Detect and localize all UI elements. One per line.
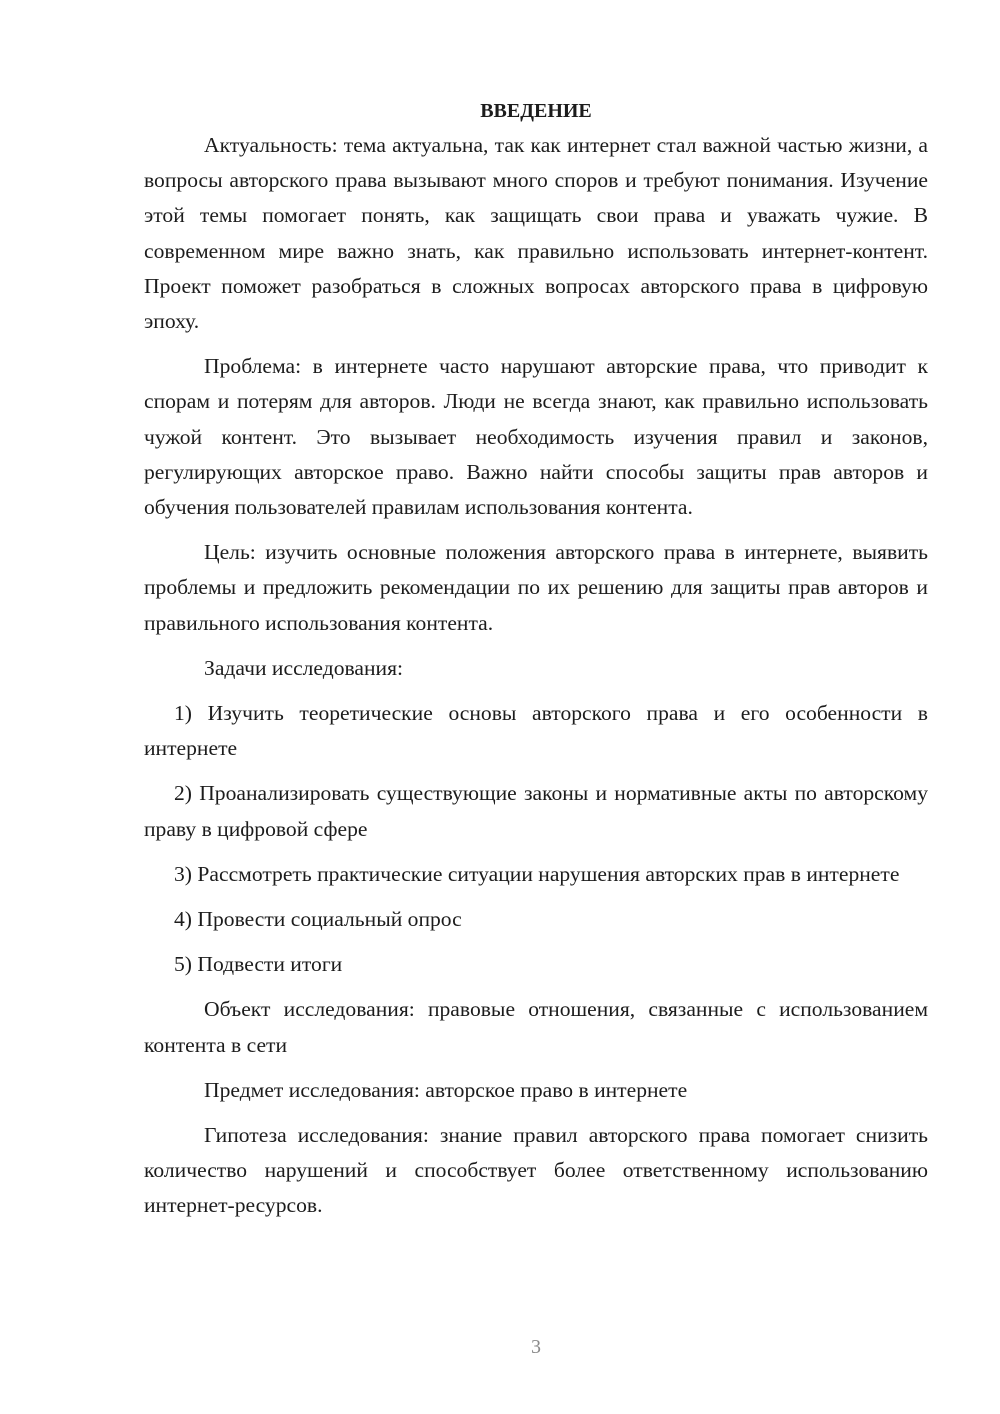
object-paragraph: Объект исследования: правовые отношения, связанные с использованием контента в сети	[144, 997, 928, 1057]
tasks-heading: Задачи исследования:	[204, 655, 404, 680]
goal-paragraph: Цель: изучить основные положения авторского права в интернете, выявить проблемы и предложить рекомендации по их решению для защиты прав авторов и правильного использования контента.	[144, 540, 928, 635]
document-page	[144, 96, 928, 1234]
subject-paragraph: Предмет исследования: авторское право в интернете	[204, 1077, 688, 1102]
page-title: ВВЕДЕНИЕ	[480, 100, 592, 122]
problem-paragraph: Проблема: в интернете часто нарушают авторские права, что приводит к спорам и потерям для авторов. Люди не всегда знают, как правильно использовать чужой контент. Это вызывает необходимость изучения правил и законов, регулирующих авторское право. Важно найти способы защиты прав авторов и обучения пользователей правилам использования контента.	[144, 354, 928, 520]
task-item-1: 1) Изучить теоретические основы авторского права и его особенности в интернете	[144, 701, 928, 761]
page-number: 3	[531, 1336, 541, 1358]
task-item-3: 3) Рассмотреть практические ситуации нарушения авторских прав в интернете	[174, 861, 900, 886]
task-item-2: 2) Проанализировать существующие законы и нормативные акты по авторскому праву в цифровой сфере	[144, 781, 928, 841]
relevance-paragraph: Актуальность: тема актуальна, так как интернет стал важной частью жизни, а вопросы авторского права вызывают много споров и требуют понимания. Изучение этой темы помогает понять, как защищать свои права и уважать чужие. В современном мире важно знать, как правильно использовать интернет-контент. Проект поможет разобраться в сложных вопросах авторского права в цифровую эпоху.	[144, 133, 928, 334]
task-item-4: 4) Провести социальный опрос	[174, 907, 462, 932]
task-item-5: 5) Подвести итоги	[174, 952, 343, 977]
hypothesis-paragraph: Гипотеза исследования: знание правил авторского права помогает снизить количество нарушений и способствует более ответственному использованию интернет-ресурсов.	[144, 1123, 928, 1218]
